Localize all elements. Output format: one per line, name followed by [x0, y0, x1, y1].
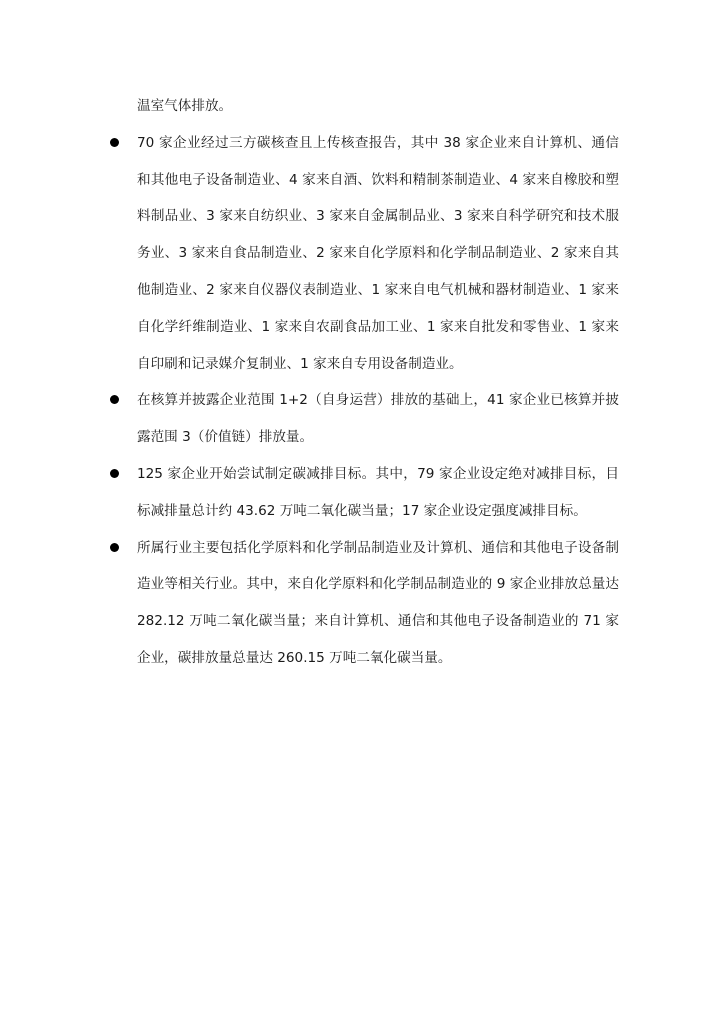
- bullet-item-scope-3: [107, 382, 619, 456]
- paragraph-text: 70 家企业经过三方碳核查且上传核查报告，其中 38 家企业来自计算机、通信和其他电子设备制造业、4 家来自酒、饮料和精制茶制造业、4 家来自橡胶和塑料制品业、3 家来自纺织业、3 家来自金属制品业、3 家来自科学研究和技术服务业、3 家来自食品制造业、2 家来自化学原料和化学制品制造业、2 家来自其他制造业、2 家来自仪器仪表制造业、1 家来自电气机械和器材制造业、1 家来自化学纤维制造业、1 家来自农副食品加工业、1 家来自批发和零售业、1 家来自印刷和记录媒介复制业、1 家来自专用设备制造业。: [137, 134, 619, 372]
- paragraph-text: 温室气体排放。: [137, 98, 233, 114]
- paragraph-text: 在核算并披露企业范围 1+2（自身运营）排放的基础上，41 家企业已核算并披露范围 3（价值链）排放量。: [137, 392, 619, 446]
- paragraph-text: 125 家企业开始尝试制定碳减排目标。其中，79 家企业设定绝对减排目标，目标减排量总计约 43.62 万吨二氧化碳当量；17 家企业设定强度减排目标。: [137, 465, 619, 519]
- bullet-icon: [110, 138, 119, 147]
- bullet-icon: [110, 395, 119, 404]
- paragraph-continuation: [107, 88, 619, 125]
- bullet-icon: [110, 543, 119, 552]
- bullet-icon: [110, 469, 119, 478]
- bullet-item-reduction-targets: [107, 456, 619, 530]
- bullet-item-third-party-verification: [107, 125, 619, 383]
- bullet-item-industries: [107, 530, 619, 677]
- paragraph-text: 所属行业主要包括化学原料和化学制品制造业及计算机、通信和其他电子设备制造业等相关行业。其中，来自化学原料和化学制品制造业的 9 家企业排放总量达 282.12 万吨二氧化碳当量；来自计算机、通信和其他电子设备制造业的 71 家企业，碳排放量总量达 260.15 万吨二氧化碳当量。: [137, 539, 619, 666]
- document-body: [107, 88, 619, 677]
